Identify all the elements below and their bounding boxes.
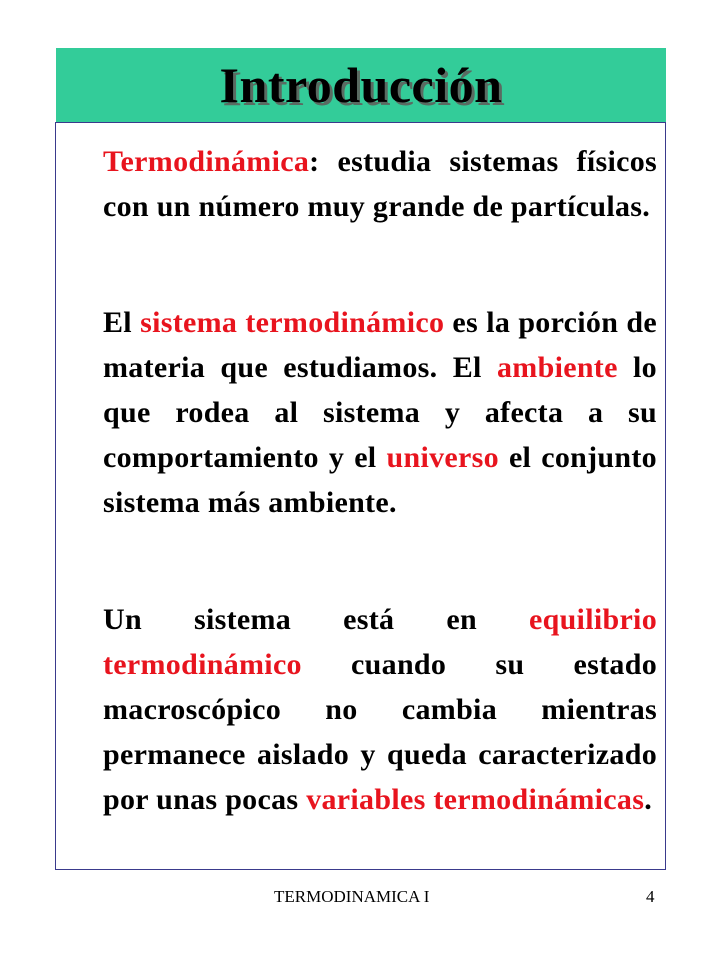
term-universo: universo [386, 441, 499, 474]
term-termodinamica: Termodinámica [103, 145, 310, 178]
page-number: 4 [646, 887, 655, 906]
paragraph-text: Un sistema está en [103, 603, 529, 636]
term-equilibrio-termodinamico: equilibrio termodinámico [103, 603, 657, 681]
paragraph-text: es la porción de materia que estudiamos. El [103, 306, 657, 384]
paragraph-sistema [103, 300, 657, 525]
paragraph-text: lo que rodea al sistema y afecta a su comportamiento y el [103, 351, 657, 474]
slide-title: Introducción [219, 57, 503, 113]
footer-course: TERMODINAMICA I [274, 887, 430, 906]
term-sistema-termodinamico: sistema termodinámico [140, 306, 445, 339]
paragraph-text: el conjunto sistema más ambiente. [103, 441, 657, 519]
paragraph-text: El [103, 306, 141, 339]
paragraph-text: cuando su estado macroscópico no cambia mientras permanece aislado y queda caracterizado por unas pocas [103, 648, 657, 816]
paragraph-termodinamica [103, 139, 657, 229]
paragraph-text: : estudia sistemas físicos con un número muy grande de partículas. [103, 145, 657, 223]
paragraph-equilibrio [103, 597, 657, 822]
term-ambiente: ambiente [497, 351, 618, 384]
paragraph-text: . [644, 783, 652, 816]
term-variables-termodinamicas: variables termodinámicas [306, 783, 645, 816]
title-bar [56, 48, 666, 122]
